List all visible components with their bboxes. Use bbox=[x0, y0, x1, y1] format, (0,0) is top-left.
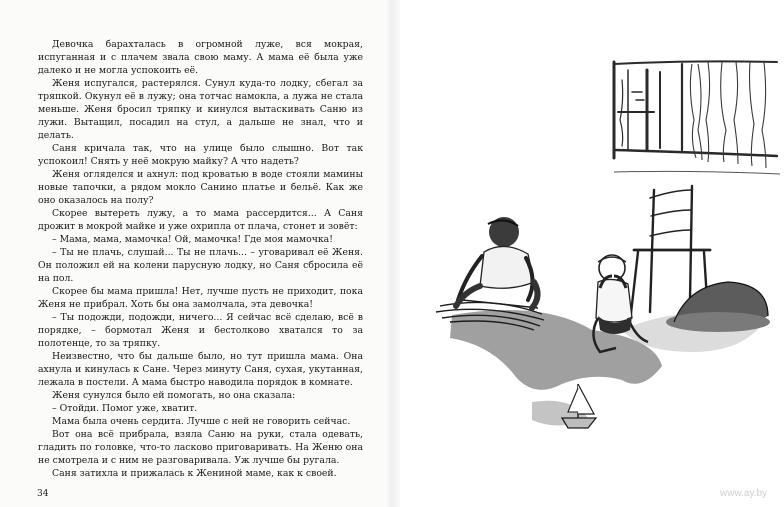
boy-figure bbox=[456, 217, 538, 308]
dialogue-line: – Отойди. Помог уже, хватит. bbox=[52, 403, 198, 414]
dialogue-line: – Ты не плачь, слушай... Ты не плачь... – уговаривал её Женя. Он положил ей на колени парусную лодку, но Саня сбросила её на пол. bbox=[38, 247, 363, 284]
paragraph: Вот она всё прибрала, взяла Саню на руки, стала одевать, гладить по головке, что-то ласково приговаривать. На Женю она не смотрела и с ним не разговаривала. Уж лучше бы ругала. bbox=[38, 429, 363, 466]
page-number: 34 bbox=[37, 489, 49, 499]
paragraph: Неизвестно, что бы дальше было, но тут пришла мама. Она ахнула и кинулась к Сане. Через минуту Саня, сухая, укутанная, лежала в постели. А мама быстро наводила порядок в комнате. bbox=[38, 351, 363, 388]
paragraph: Саня кричала так, что на улице было слышно. Вот так успокоил! Снять у неё мокрую майку? А что надеть? bbox=[38, 143, 363, 167]
paragraph: Скорее вытереть лужу, а то мама рассердится... А Саня дрожит в мокрой майке и уже охрипла от плача, стонет и зовёт: bbox=[38, 208, 363, 232]
paragraph: Женя огляделся и ахнул: под кроватью в воде стояли мамины новые тапочки, а рядом мокло Санино платье и бельё. Как же оно оказалось на полу? bbox=[38, 169, 363, 206]
paragraph: Саня затихла и прижалась к Жениной маме, как к своей. bbox=[52, 468, 337, 479]
curtain-sketch bbox=[690, 62, 766, 168]
book-gutter bbox=[386, 0, 400, 507]
paragraph: Скорее бы мама пришла! Нет, лучше пусть не приходит, пока Женя не прибрал. Хоть бы она замолчала, эта девочка! bbox=[38, 286, 363, 310]
window-sketch bbox=[614, 61, 777, 158]
basin-sketch bbox=[666, 282, 770, 332]
watermark: www.ay.by bbox=[720, 488, 768, 499]
right-page bbox=[392, 0, 784, 507]
paragraph: Женя сунулся было ей помогать, но она сказала: bbox=[52, 390, 296, 401]
paragraph: Мама была очень сердита. Лучше с ней не говорить сейчас. bbox=[52, 416, 351, 427]
dialogue-line: – Ты подожди, подожди, ничего... Я сейчас всё сделаю, всё в порядке, – бормотал Женя и бестолково хватался то за полотенце, то за тряпку. bbox=[38, 312, 363, 349]
paragraph: Девочка барахталась в огромной луже, вся мокрая, испуганная и с плачем звала свою маму. А мама её была уже далеко и не могла успокоить её. bbox=[38, 39, 363, 76]
dialogue-line: – Мама, мама, мамочка! Ой, мамочка! Где моя мамочка! bbox=[52, 234, 333, 245]
paragraph: Женя испугался, растерялся. Сунул куда-то лодку, сбегал за тряпкой. Окунул её в лужу; она тотчас намокла, а лужа не стала меньше. Женя бросил тряпку и кинулся вытаскивать Саню из лужи. Вытащил, посадил на стул, а дальше не знал, что и делать. bbox=[38, 78, 363, 141]
wall-line bbox=[614, 171, 780, 174]
illustration bbox=[392, 0, 784, 507]
text-column bbox=[38, 38, 363, 480]
